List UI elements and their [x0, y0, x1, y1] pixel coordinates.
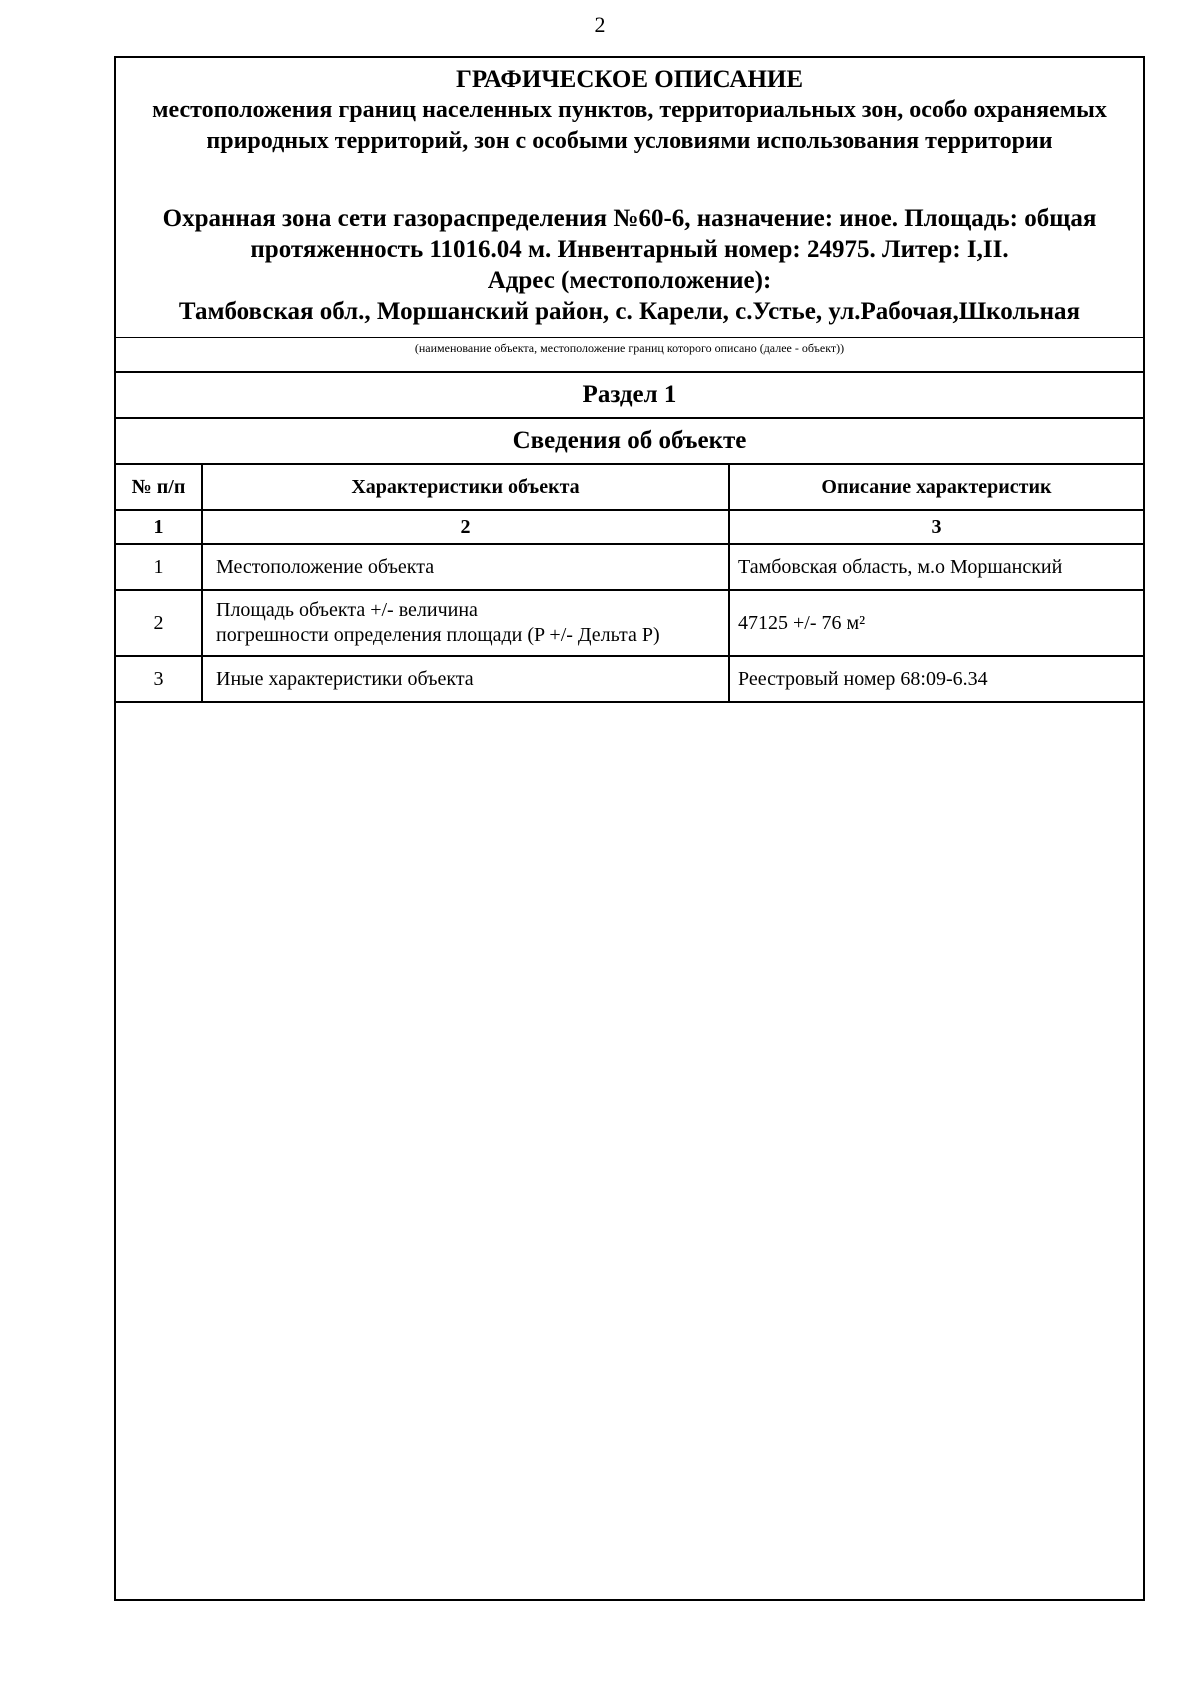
table-column-numbers-row [116, 510, 1143, 544]
document-title: ГРАФИЧЕСКОЕ ОПИСАНИЕ [455, 66, 804, 93]
row-characteristic-text-2: погрешности определения площади (P +/- Дельта P) [216, 624, 660, 646]
row-characteristic-text: Иные характеристики объекта [216, 667, 474, 690]
row-description: Тамбовская область, м.о Моршанский [729, 544, 1143, 590]
document-subtitle: местоположения границ населенных пунктов, территориальных зон, особо охраняемых природных территорий, зон с особыми условиями использования территории [152, 97, 1107, 154]
row-characteristic [202, 544, 729, 590]
table-row [116, 544, 1143, 590]
row-description: 47125 +/- 76 м² [729, 590, 1143, 656]
header-number: № п/п [116, 465, 202, 510]
row-number: 3 [116, 656, 202, 702]
object-name-line-2: протяженность 11016.04 м. Инвентарный номер: 24975. Литер: I,II. [250, 236, 1009, 263]
table-row [116, 590, 1143, 656]
row-number: 1 [116, 544, 202, 590]
table-header-row [116, 465, 1143, 510]
object-caption: (наименование объекта, местоположение границ которого описано (далее - объект)) [116, 337, 1143, 373]
object-name-line-1: Охранная зона сети газораспределения №60-6, назначение: иное. Площадь: общая [162, 205, 1097, 232]
object-name-block [116, 203, 1143, 327]
object-address-label: Адрес (местоположение): [487, 267, 772, 294]
row-characteristic-text: Местоположение объекта [216, 555, 435, 578]
table-row [116, 656, 1143, 702]
column-number-3: 3 [729, 510, 1143, 544]
column-number-1: 1 [116, 510, 202, 544]
row-characteristic [202, 656, 729, 702]
object-address: Тамбовская обл., Моршанский район, с. Карели, с.Устье, ул.Рабочая,Школьная [178, 298, 1081, 325]
page-number: 2 [594, 12, 606, 37]
row-characteristic-text: Площадь объекта +/- величина [216, 599, 478, 621]
section-subtitle: Сведения об объекте [116, 419, 1143, 465]
column-number-2: 2 [202, 510, 729, 544]
title-block [116, 58, 1143, 198]
document-frame [114, 56, 1145, 1601]
object-info-table [116, 465, 1143, 703]
row-description: Реестровый номер 68:09-6.34 [729, 656, 1143, 702]
row-characteristic [202, 590, 729, 656]
section-title: Раздел 1 [116, 373, 1143, 419]
header-description: Описание характеристик [729, 465, 1143, 510]
row-number: 2 [116, 590, 202, 656]
header-characteristic: Характеристики объекта [202, 465, 729, 510]
